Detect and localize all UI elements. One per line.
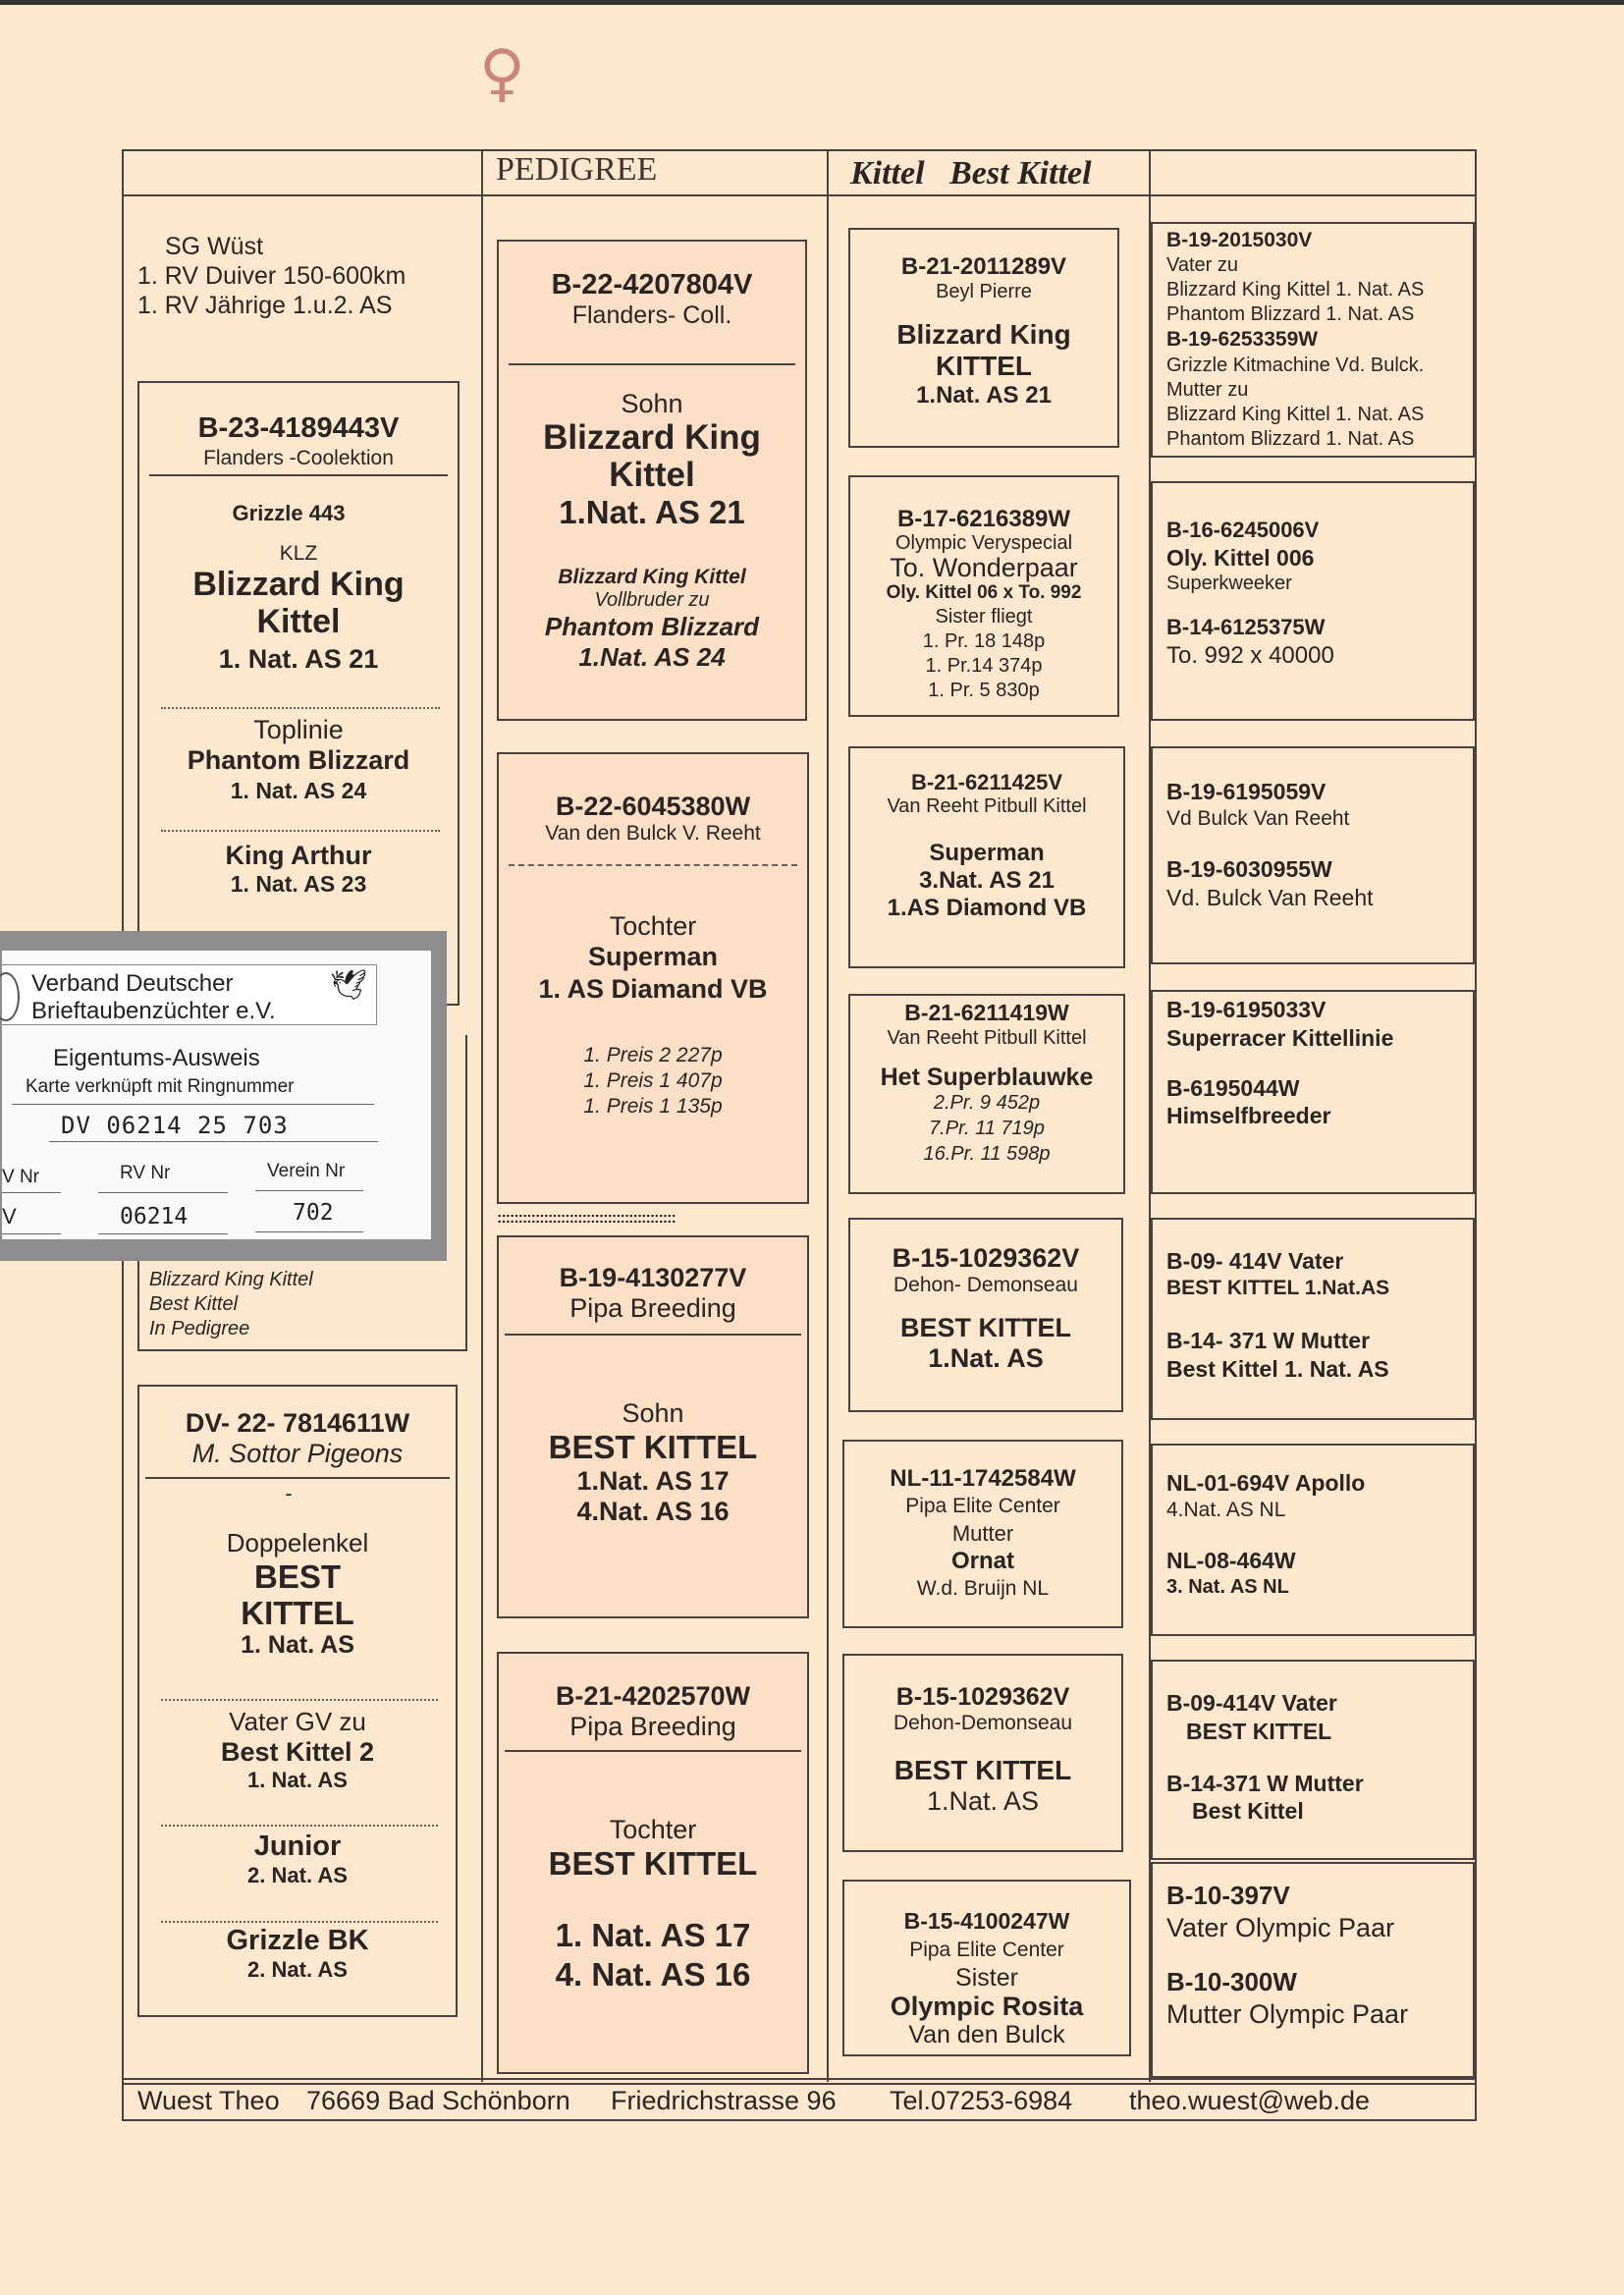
card-verein-label: Verein Nr [267, 1161, 346, 1181]
pedigree-header: PEDIGREE [496, 151, 658, 188]
col-divider-1 [481, 149, 483, 2082]
c2-b2-name: Superman [587, 942, 719, 971]
card-title: Eigentums-Ausweis [53, 1045, 260, 1071]
c2-b3-title-1: 1.Nat. AS 17 [576, 1466, 730, 1496]
c2-b4-title-2: 4. Nat. AS 16 [555, 1956, 751, 1993]
c3-b1-name-1: Blizzard King [896, 319, 1071, 350]
c4-b7-line-3: B-14-371 W Mutter [1166, 1770, 1364, 1796]
card-org-line-2: Brieftaubenzüchter e.V. [31, 998, 276, 1024]
dam-title: 1. Nat. AS [241, 1631, 354, 1659]
sire-box [137, 381, 460, 1006]
dam-loft: M. Sottor Pigeons [191, 1439, 404, 1468]
c3-b7-ring: B-15-1029362V [895, 1683, 1070, 1711]
c3-b3-title-2: 1.AS Diamond VB [887, 895, 1087, 921]
junior-name: Junior [253, 1831, 342, 1862]
c3-b3-name: Superman [929, 840, 1045, 866]
c2-b4-title-1: 1. Nat. AS 17 [555, 1917, 751, 1953]
c2-b4-relation: Tochter [609, 1815, 697, 1844]
footer-tel: Tel.07253-6984 [890, 2086, 1073, 2115]
c3-b7-loft: Dehon-Demonseau [893, 1712, 1073, 1734]
c3-b5-name: BEST KITTEL [900, 1313, 1071, 1342]
toplinie-title: 1. Nat. AS 24 [230, 778, 367, 803]
c3-b4-prize-3: 16.Pr. 11 598p [923, 1143, 1051, 1165]
c3-b4-prize-2: 7.Pr. 11 719p [929, 1118, 1045, 1139]
sire-ring: B-23-4189443V [197, 412, 400, 444]
c4-b8-line-4: Mutter Olympic Paar [1166, 1998, 1409, 2029]
c4-b1-line-5: B-19-6253359W [1166, 328, 1319, 352]
c4-b1-line-2: Vater zu [1166, 254, 1238, 277]
c2-b1-info-1: Blizzard King Kittel [558, 566, 746, 588]
c3-b5-loft: Dehon- Demonseau [893, 1274, 1078, 1296]
c2-b2-prize-3: 1. Preis 1 135p [583, 1095, 723, 1118]
c2-b2-prize-1: 1. Preis 2 227p [583, 1044, 723, 1066]
c4-b1-line-1: B-19-2015030V [1166, 229, 1313, 251]
sire-name-2: Kittel [256, 603, 341, 640]
c2-box-2 [497, 752, 809, 1204]
c4-b2-line-3: Superkweeker [1166, 573, 1292, 595]
vater-label: Vater GV zu [229, 1707, 366, 1736]
c3-b1-name-2: KITTEL [936, 351, 1032, 381]
footer-street: Friedrichstrasse 96 [611, 2086, 837, 2115]
c4-b6-line-1: NL-01-694V Apollo [1166, 1470, 1366, 1496]
c3-b3-title-1: 3.Nat. AS 21 [919, 867, 1055, 894]
c4-b7-line-1: B-09-414V Vater [1166, 1690, 1337, 1716]
c4-b7-line-4: Best Kittel [1192, 1798, 1304, 1825]
header-divider [122, 194, 1477, 196]
c3-b6-relation: Mutter [951, 1521, 1014, 1546]
scan-edge [0, 0, 1624, 5]
c2-b2-relation: Tochter [609, 911, 697, 941]
footer-email: theo.wuest@web.de [1129, 2086, 1371, 2115]
sire-title: 1. Nat. AS 21 [218, 644, 379, 674]
c2-box-3 [497, 1235, 809, 1618]
footer-city: 76669 Bad Schönborn [306, 2086, 570, 2115]
c4-b3-line-1: B-19-6195059V [1166, 779, 1326, 804]
c3-b4-loft: Van Reeht Pitbull Kittel [887, 1027, 1087, 1049]
card-rv-value: 06214 [120, 1204, 189, 1229]
c3-b3-loft: Van Reeht Pitbull Kittel [887, 795, 1087, 817]
card-verein-value: 702 [293, 1200, 334, 1226]
c3-b2-cross: Oly. Kittel 06 x To. 992 [886, 582, 1082, 603]
c4-b4-line-3: B-6195044W [1166, 1074, 1300, 1101]
sire-name-1: Blizzard King [192, 566, 405, 603]
c3-b2-ring: B-17-6216389W [896, 506, 1071, 532]
c2-b1-relation: Sohn [621, 389, 683, 418]
c2-b4-ring: B-21-4202570W [555, 1681, 751, 1711]
c4-b3-line-2: Vd Bulck Van Reeht [1166, 806, 1350, 830]
junior-title: 2. Nat. AS [247, 1863, 348, 1887]
membership-card [0, 931, 447, 1261]
c4-b2-line-5: To. 992 x 40000 [1166, 641, 1334, 669]
c3-b6-loft: Pipa Elite Center [905, 1495, 1060, 1517]
intro-line-3: 1. RV Jährige 1.u.2. AS [137, 292, 393, 319]
vater-name: Best Kittel 2 [220, 1737, 375, 1767]
c4-b1-line-4: Phantom Blizzard 1. Nat. AS [1166, 303, 1415, 326]
c3-box-2 [848, 475, 1119, 717]
c2-separator: :::::::::::::::::::::::::::::::::::::::::: [497, 1210, 676, 1227]
c2-b3-loft: Pipa Breeding [569, 1293, 736, 1323]
dam-kittel: KITTEL [241, 1595, 354, 1631]
c3-b5-ring: B-15-1029362V [892, 1243, 1080, 1273]
c3-b5-title: 1.Nat. AS [928, 1343, 1044, 1373]
c2-box-4 [497, 1652, 809, 2074]
c2-b4-name: BEST KITTEL [548, 1845, 758, 1882]
c3-b8-name: Olympic Rosita [890, 1992, 1084, 2021]
card-org-line-1: Verband Deutscher [31, 970, 234, 997]
king-arthur-title: 1. Nat. AS 23 [230, 871, 367, 897]
c4-box-6 [1151, 1444, 1475, 1636]
vater-title: 1. Nat. AS [247, 1768, 348, 1792]
c4-b3-line-3: B-19-6030955W [1166, 856, 1332, 882]
c3-b2-pair: To. Wonderpaar [890, 553, 1078, 582]
grizzle-title: 2. Nat. AS [247, 1957, 348, 1982]
king-arthur-name: King Arthur [225, 841, 372, 870]
c3-b3-ring: B-21-6211425V [910, 770, 1063, 794]
c2-b2-ring: B-22-6045380W [555, 792, 751, 821]
c3-box-6 [842, 1440, 1123, 1628]
grizzle-name: Grizzle BK [226, 1925, 369, 1956]
c4-b1-line-8: Blizzard King Kittel 1. Nat. AS [1166, 403, 1425, 425]
c2-b4-loft: Pipa Breeding [569, 1712, 736, 1741]
c4-b8-line-2: Vater Olympic Paar [1166, 1912, 1395, 1942]
c3-b4-ring: B-21-6211419W [904, 1000, 1069, 1025]
kittel-label: Kittel [850, 155, 925, 191]
card-rv-label: RV Nr [120, 1163, 171, 1183]
card-subtitle: Karte verknüpft mit Ringnummer [26, 1076, 295, 1097]
c2-b1-info-2: Vollbruder zu [594, 589, 710, 611]
col-divider-2 [827, 149, 829, 2082]
c2-b1-name-2: Kittel [609, 456, 695, 494]
note-line-1: Blizzard King Kittel [149, 1269, 313, 1290]
c2-box-1 [497, 240, 807, 721]
c3-box-4 [848, 994, 1125, 1194]
c3-b2-sister: Sister fliegt [935, 606, 1033, 628]
c3-b1-loft: Beyl Pierre [936, 281, 1032, 302]
dam-box [137, 1385, 458, 2017]
c4-box-5 [1151, 1218, 1475, 1420]
c3-b6-breeder: W.d. Bruijn NL [916, 1577, 1050, 1600]
female-symbol: ♀ [479, 37, 525, 110]
c3-b6-name: Ornat [950, 1548, 1014, 1574]
kittel-header [850, 155, 1092, 192]
c3-box-7 [842, 1654, 1123, 1852]
sire-color: Grizzle 443 [232, 501, 346, 525]
c3-b8-relation: Sister [955, 1964, 1018, 1992]
card-v-value: V [2, 1204, 17, 1229]
dam-best: BEST [253, 1558, 341, 1595]
c4-box-3 [1151, 746, 1475, 964]
c4-b1-line-3: Blizzard King Kittel 1. Nat. AS [1166, 279, 1425, 301]
c3-b7-title: 1.Nat. AS [926, 1786, 1040, 1816]
card-v-label: V Nr [2, 1167, 39, 1187]
c4-b2-line-4: B-14-6125375W [1166, 615, 1326, 640]
c2-b2-prize-2: 1. Preis 1 407p [583, 1069, 723, 1092]
footer [137, 2084, 1473, 2119]
c4-b3-line-4: Vd. Bulck Van Reeht [1166, 884, 1374, 910]
c4-b5-line-2: BEST KITTEL 1.Nat.AS [1166, 1276, 1390, 1299]
c4-b5-line-1: B-09- 414V Vater [1166, 1248, 1344, 1274]
c3-b1-title: 1.Nat. AS 21 [916, 382, 1052, 409]
toplinie-label: Toplinie [253, 715, 344, 744]
c2-b3-ring: B-19-4130277V [559, 1263, 747, 1292]
c2-b1-loft: Flanders- Coll. [571, 301, 732, 329]
dam-doppelenkel: Doppelenkel [226, 1528, 369, 1557]
c4-box-7 [1151, 1660, 1475, 1860]
card-pigeon-icon: 🕊 [330, 968, 368, 1003]
c4-b6-line-3: NL-08-464W [1166, 1548, 1296, 1573]
c2-b2-title: 1. AS Diamand VB [538, 974, 768, 1004]
c4-b8-line-1: B-10-397V [1166, 1881, 1290, 1910]
c3-box-3 [848, 746, 1125, 968]
c2-b1-name-1: Blizzard King [543, 418, 761, 457]
c4-box-8 [1151, 1862, 1475, 2078]
c2-b3-title-2: 4.Nat. AS 16 [576, 1497, 730, 1526]
c4-b4-line-4: Himselfbreeder [1166, 1103, 1331, 1129]
c4-box-2 [1151, 481, 1475, 721]
c4-b7-line-2: BEST KITTEL [1186, 1718, 1332, 1744]
intro-line-1: SG Wüst [165, 233, 264, 260]
c4-box-1 [1151, 222, 1475, 458]
c4-b2-line-1: B-16-6245006V [1166, 518, 1320, 542]
c2-b1-title: 1.Nat. AS 21 [559, 494, 745, 530]
c3-box-5 [848, 1218, 1123, 1412]
sire-loft: Flanders -Coolektion [203, 447, 394, 469]
c3-b2-loft: Olympic Veryspecial [894, 532, 1073, 554]
c3-b8-loft-2: Van den Bulck [908, 2021, 1065, 2049]
c3-b2-prize-1: 1. Pr. 18 148p [922, 630, 1046, 652]
c4-b5-line-3: B-14- 371 W Mutter [1166, 1328, 1371, 1353]
sire-klz: KLZ [279, 542, 318, 565]
c4-b8-line-3: B-10-300W [1166, 1967, 1297, 1997]
c3-b2-prize-3: 1. Pr. 5 830p [928, 680, 1040, 701]
c2-b3-name: BEST KITTEL [548, 1429, 758, 1465]
c4-b4-line-2: Superracer Kittellinie [1166, 1024, 1394, 1051]
note-line-2: Best Kittel [149, 1293, 239, 1315]
intro-text [137, 232, 406, 320]
c4-b4-line-1: B-19-6195033V [1166, 997, 1326, 1022]
c3-b8-ring: B-15-4100247W [903, 1908, 1070, 1934]
dam-ring: DV- 22- 7814611W [185, 1408, 410, 1438]
c3-b1-ring: B-21-2011289V [900, 253, 1067, 280]
footer-name: Wuest Theo [137, 2086, 280, 2115]
card-ring-number: DV 06214 25 703 [61, 1112, 289, 1139]
c4-b1-line-6: Grizzle Kitmachine Vd. Bulck. [1166, 354, 1425, 376]
dam-dash: - [285, 1481, 293, 1505]
c2-b3-relation: Sohn [622, 1398, 684, 1428]
c2-b2-loft: Van den Bulck V. Reeht [545, 822, 761, 845]
c3-box-8 [842, 1880, 1131, 2056]
c3-b8-loft: Pipa Elite Center [909, 1939, 1064, 1961]
c2-b1-ring: B-22-4207804V [551, 269, 753, 301]
c3-b7-name: BEST KITTEL [893, 1755, 1072, 1785]
c4-b1-line-9: Phantom Blizzard 1. Nat. AS [1166, 427, 1415, 450]
c4-b6-line-4: 3. Nat. AS NL [1166, 1575, 1289, 1598]
note-line-3: In Pedigree [149, 1318, 250, 1339]
toplinie-name: Phantom Blizzard [187, 745, 410, 775]
c3-b4-prize-1: 2.Pr. 9 452p [933, 1092, 1041, 1114]
c3-b4-name: Het Superblauwke [880, 1064, 1094, 1091]
intro-line-2: 1. RV Duiver 150-600km [137, 262, 406, 290]
c2-b1-info-3: Phantom Blizzard [544, 612, 760, 641]
c3-b6-ring: NL-11-1742584W [890, 1465, 1076, 1492]
c4-b6-line-2: 4.Nat. AS NL [1166, 1498, 1286, 1521]
c4-b2-line-2: Oly. Kittel 006 [1166, 544, 1315, 571]
c3-b2-prize-2: 1. Pr.14 374p [925, 655, 1043, 677]
best-kittel-label: Best Kittel [949, 155, 1092, 191]
c4-b5-line-4: Best Kittel 1. Nat. AS [1166, 1355, 1389, 1382]
c4-box-4 [1151, 990, 1475, 1194]
c2-b1-info-4: 1.Nat. AS 24 [578, 642, 726, 672]
footer-divider [122, 2078, 1477, 2080]
c4-b1-line-7: Mutter zu [1166, 378, 1249, 401]
c3-box-1 [848, 228, 1119, 448]
